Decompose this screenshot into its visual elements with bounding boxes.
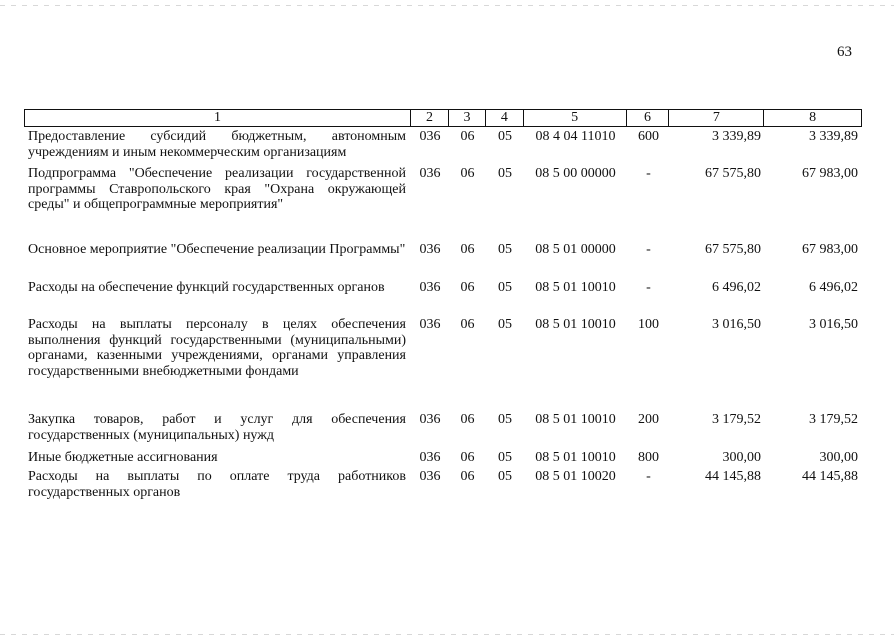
cell-subsection: 05 [498, 166, 512, 181]
cell-ministry: 036 [419, 129, 441, 144]
cell-ministry: 036 [419, 469, 441, 484]
header-cell: 8 [809, 110, 817, 125]
table-row [24, 449, 862, 468]
table-row [24, 128, 862, 165]
cell-section: 06 [460, 469, 475, 484]
cell-expense-type: - [646, 242, 651, 257]
cell-subsection: 05 [498, 280, 512, 295]
cell-ministry: 036 [419, 242, 441, 257]
cell-amount-1: 3 339,89 [712, 129, 761, 144]
cell-amount-1: 44 145,88 [705, 469, 761, 484]
cell-target-code: 08 5 01 10010 [535, 317, 616, 332]
header-cell: 5 [524, 110, 627, 126]
table-row [24, 411, 862, 449]
cell-target-code: 08 4 04 11010 [535, 129, 616, 144]
cell-subsection: 05 [498, 412, 512, 427]
cell-section: 06 [460, 280, 475, 295]
cell-amount-1: 6 496,02 [712, 280, 761, 295]
row-name: Расходы на обеспечение функций государственных органов [28, 280, 385, 295]
cell-subsection: 05 [498, 242, 512, 257]
header-cell: 3 [449, 110, 486, 126]
cell-amount-2: 67 983,00 [802, 166, 858, 181]
cell-ministry: 036 [419, 317, 441, 332]
row-name: Иные бюджетные ассигнования [28, 450, 218, 465]
cell-amount-2: 300,00 [819, 450, 858, 465]
table-row [24, 316, 862, 411]
cell-ministry: 036 [419, 166, 441, 181]
table-header-row [24, 109, 862, 127]
scan-artifact-top [0, 5, 894, 6]
cell-subsection: 05 [498, 469, 512, 484]
row-name: Основное мероприятие "Обеспечение реализации Программы" [28, 242, 406, 257]
cell-expense-type: - [646, 280, 651, 295]
cell-amount-2: 6 496,02 [809, 280, 858, 295]
cell-expense-type: 800 [638, 450, 659, 465]
cell-subsection: 05 [498, 317, 512, 332]
cell-amount-2: 44 145,88 [802, 469, 858, 484]
cell-target-code: 08 5 01 10020 [535, 469, 616, 484]
table-row [24, 468, 862, 506]
cell-section: 06 [460, 450, 475, 465]
cell-amount-1: 300,00 [722, 450, 761, 465]
table-row [24, 241, 862, 279]
cell-expense-type: - [646, 469, 651, 484]
page-number: 63 [837, 44, 852, 60]
cell-section: 06 [460, 166, 475, 181]
cell-amount-2: 67 983,00 [802, 242, 858, 257]
cell-subsection: 05 [498, 450, 512, 465]
cell-amount-1: 3 179,52 [712, 412, 761, 427]
cell-amount-1: 67 575,80 [705, 166, 761, 181]
cell-amount-1: 3 016,50 [712, 317, 761, 332]
row-name: Расходы на выплаты персоналу в целях обеспечения выполнения функций государственными (муниципальными) органами, казенными учреждениями, органами управления государственными внебюджетными фондами [28, 317, 406, 379]
cell-expense-type: 600 [638, 129, 659, 144]
cell-target-code: 08 5 01 10010 [535, 412, 616, 427]
cell-ministry: 036 [419, 280, 441, 295]
cell-section: 06 [460, 242, 475, 257]
cell-target-code: 08 5 01 10010 [535, 280, 616, 295]
header-cell: 6 [627, 110, 670, 126]
budget-table-body [24, 128, 862, 506]
cell-amount-2: 3 179,52 [809, 412, 858, 427]
scan-artifact-bottom [0, 634, 894, 635]
cell-amount-2: 3 339,89 [809, 129, 858, 144]
header-cell: 2 [411, 110, 449, 126]
cell-section: 06 [460, 412, 475, 427]
table-row [24, 279, 862, 316]
cell-amount-2: 3 016,50 [809, 317, 858, 332]
cell-ministry: 036 [419, 412, 441, 427]
row-name: Расходы на выплаты по оплате труда работников государственных органов [28, 469, 406, 500]
cell-ministry: 036 [419, 450, 441, 465]
row-name: Закупка товаров, работ и услуг для обеспечения государственных (муниципальных) нужд [28, 412, 406, 443]
cell-target-code: 08 5 01 00000 [535, 242, 616, 257]
cell-section: 06 [460, 129, 475, 144]
header-cell: 1 [25, 110, 411, 126]
cell-target-code: 08 5 01 10010 [535, 450, 616, 465]
header-cell: 7 [669, 110, 764, 126]
cell-subsection: 05 [498, 129, 512, 144]
cell-expense-type: - [646, 166, 651, 181]
table-row [24, 165, 862, 241]
cell-expense-type: 100 [638, 317, 659, 332]
cell-expense-type: 200 [638, 412, 659, 427]
header-cell: 4 [486, 110, 524, 126]
row-name: Подпрограмма "Обеспечение реализации государственной программы Ставропольского края "Охрана окружающей среды" и общепрограммные мероприятия" [28, 166, 406, 212]
cell-section: 06 [460, 317, 475, 332]
cell-target-code: 08 5 00 00000 [535, 166, 616, 181]
cell-amount-1: 67 575,80 [705, 242, 761, 257]
row-name: Предоставление субсидий бюджетным, автономным учреждениям и иным некоммерческим организациям [28, 129, 406, 160]
